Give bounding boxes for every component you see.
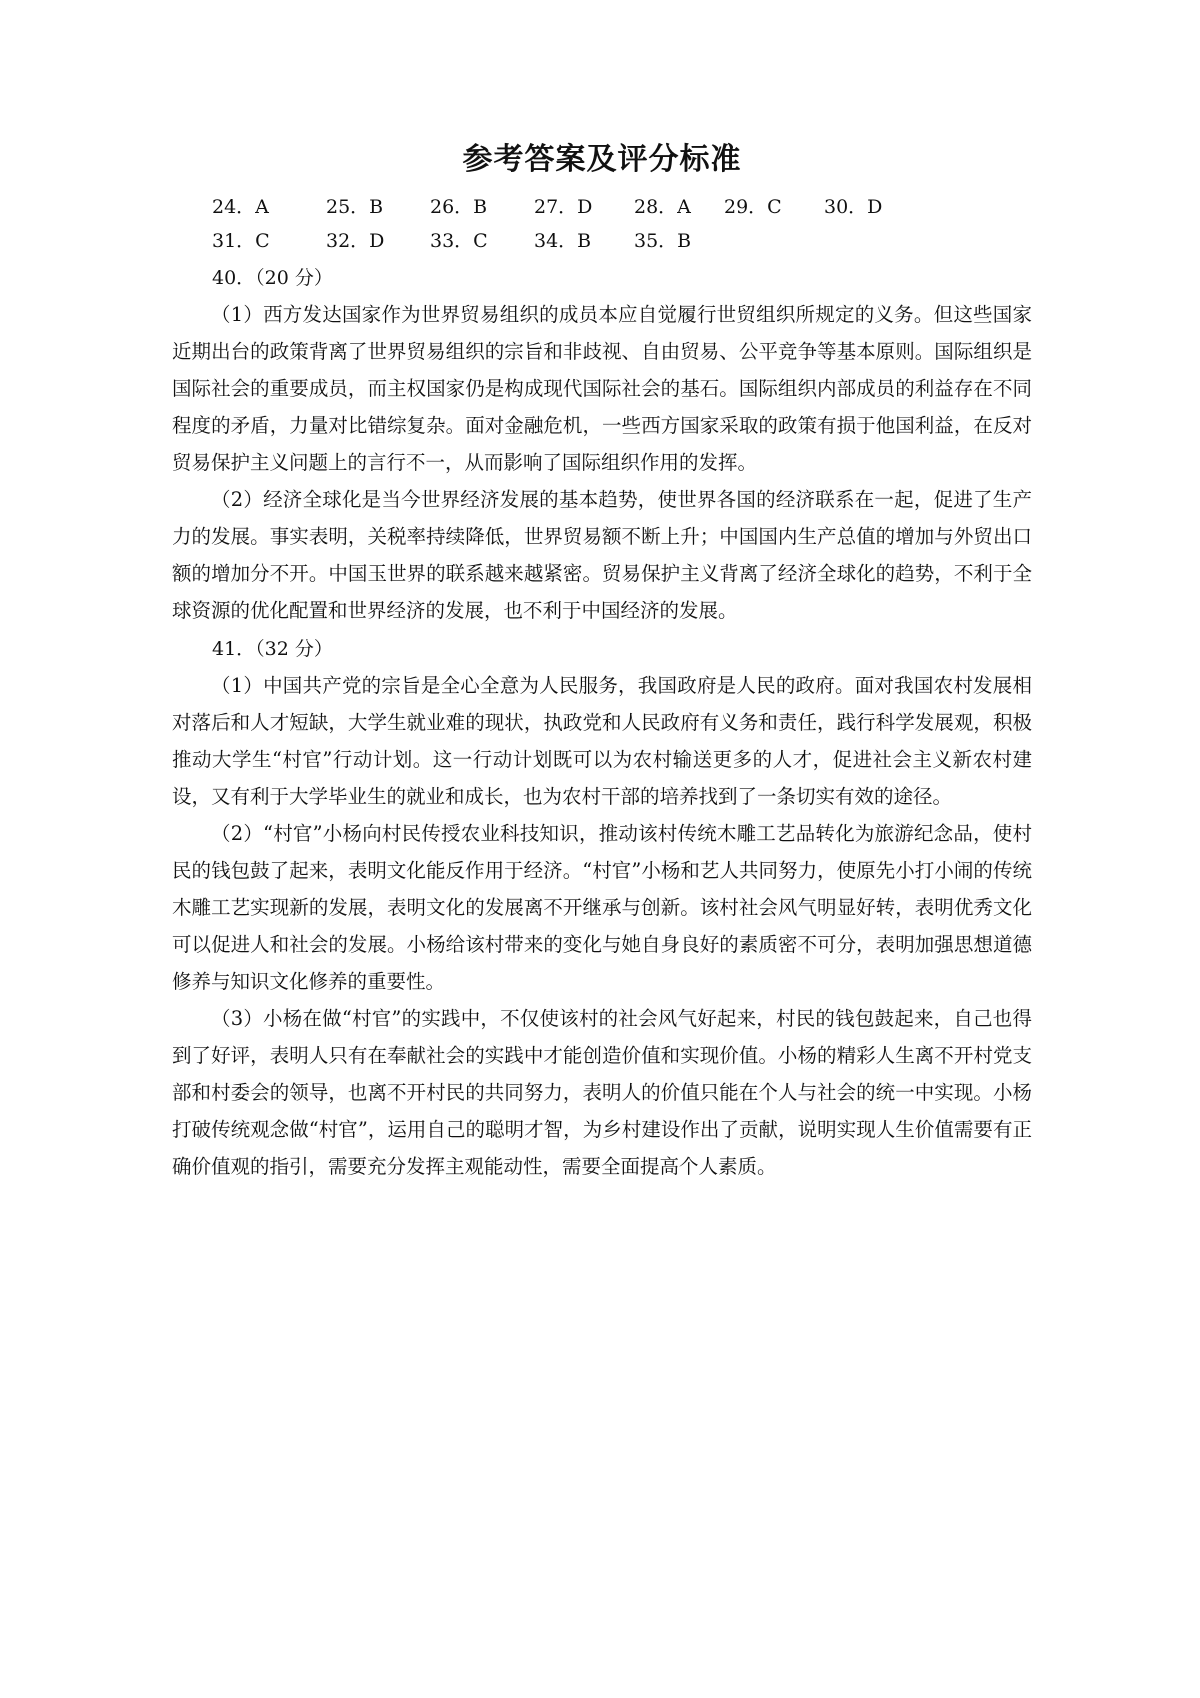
answer-28: 28．A: [634, 196, 691, 218]
answer-25: 25．B: [326, 196, 384, 218]
answer-sheet: [172, 140, 1032, 1185]
question-40-heading: 40．（20 分）: [212, 267, 333, 289]
answer-34: 34．B: [534, 230, 592, 252]
answer-33: 33．C: [430, 230, 488, 252]
page-title: 参考答案及评分标准: [462, 142, 742, 177]
question-41-part-1: （1）中国共产党的宗旨是全心全意为人民服务，我国政府是人民的政府。面对我国农村发展相对落后和人才短缺，大学生就业难的现状，执政党和人民政府有义务和责任，践行科学发展观，积极推动大学生“村官”行动计划。这一行动计划既可以为农村输送更多的人才，促进社会主义新农村建设，又有利于大学毕业生的就业和成长，也为农村干部的培养找到了一条切实有效的途径。: [172, 674, 1032, 808]
multiple-choice-row-1: [172, 190, 1032, 224]
answer-31: 31．C: [212, 230, 270, 252]
answer-30: 30．D: [824, 196, 883, 218]
question-41-heading: 41．（32 分）: [212, 638, 333, 660]
answer-26: 26．B: [430, 196, 488, 218]
question-41-part-2: （2）“村官”小杨向村民传授农业科技知识，推动该村传统木雕工艺品转化为旅游纪念品，使村民的钱包鼓了起来，表明文化能反作用于经济。“村官”小杨和艺人共同努力，使原先小打小闹的传统木雕工艺实现新的发展，表明文化的发展离不开继承与创新。该村社会风气明显好转，表明优秀文化可以促进人和社会的发展。小杨给该村带来的变化与她自身良好的素质密不可分，表明加强思想道德修养与知识文化修养的重要性。: [172, 822, 1032, 993]
question-40-part-1: （1）西方发达国家作为世界贸易组织的成员本应自觉履行世贸组织所规定的义务。但这些国家近期出台的政策背离了世界贸易组织的宗旨和非歧视、自由贸易、公平竞争等基本原则。国际组织是国际社会的重要成员，而主权国家仍是构成现代国际社会的基石。国际组织内部成员的利益存在不同程度的矛盾，力量对比错综复杂。面对金融危机，一些西方国家采取的政策有损于他国利益，在反对贸易保护主义问题上的言行不一，从而影响了国际组织作用的发挥。: [172, 303, 1032, 474]
multiple-choice-row-2: [172, 224, 1032, 258]
answer-24: 24．A: [212, 196, 269, 218]
answer-29: 29．C: [724, 196, 782, 218]
answer-32: 32．D: [326, 230, 385, 252]
question-40-part-2: （2）经济全球化是当今世界经济发展的基本趋势，使世界各国的经济联系在一起，促进了生产力的发展。事实表明，关税率持续降低，世界贸易额不断上升；中国国内生产总值的增加与外贸出口额的增加分不开。中国玉世界的联系越来越紧密。贸易保护主义背离了经济全球化的趋势，不利于全球资源的优化配置和世界经济的发展，也不利于中国经济的发展。: [172, 488, 1032, 622]
answer-35: 35．B: [634, 230, 692, 252]
answer-27: 27．D: [534, 196, 593, 218]
question-41-part-3: （3）小杨在做“村官”的实践中，不仅使该村的社会风气好起来，村民的钱包鼓起来，自己也得到了好评，表明人只有在奉献社会的实践中才能创造价值和实现价值。小杨的精彩人生离不开村党支部和村委会的领导，也离不开村民的共同努力，表明人的价值只能在个人与社会的统一中实现。小杨打破传统观念做“村官”，运用自己的聪明才智，为乡村建设作出了贡献，说明实现人生价值需要有正确价值观的指引，需要充分发挥主观能动性，需要全面提高个人素质。: [172, 1007, 1032, 1178]
